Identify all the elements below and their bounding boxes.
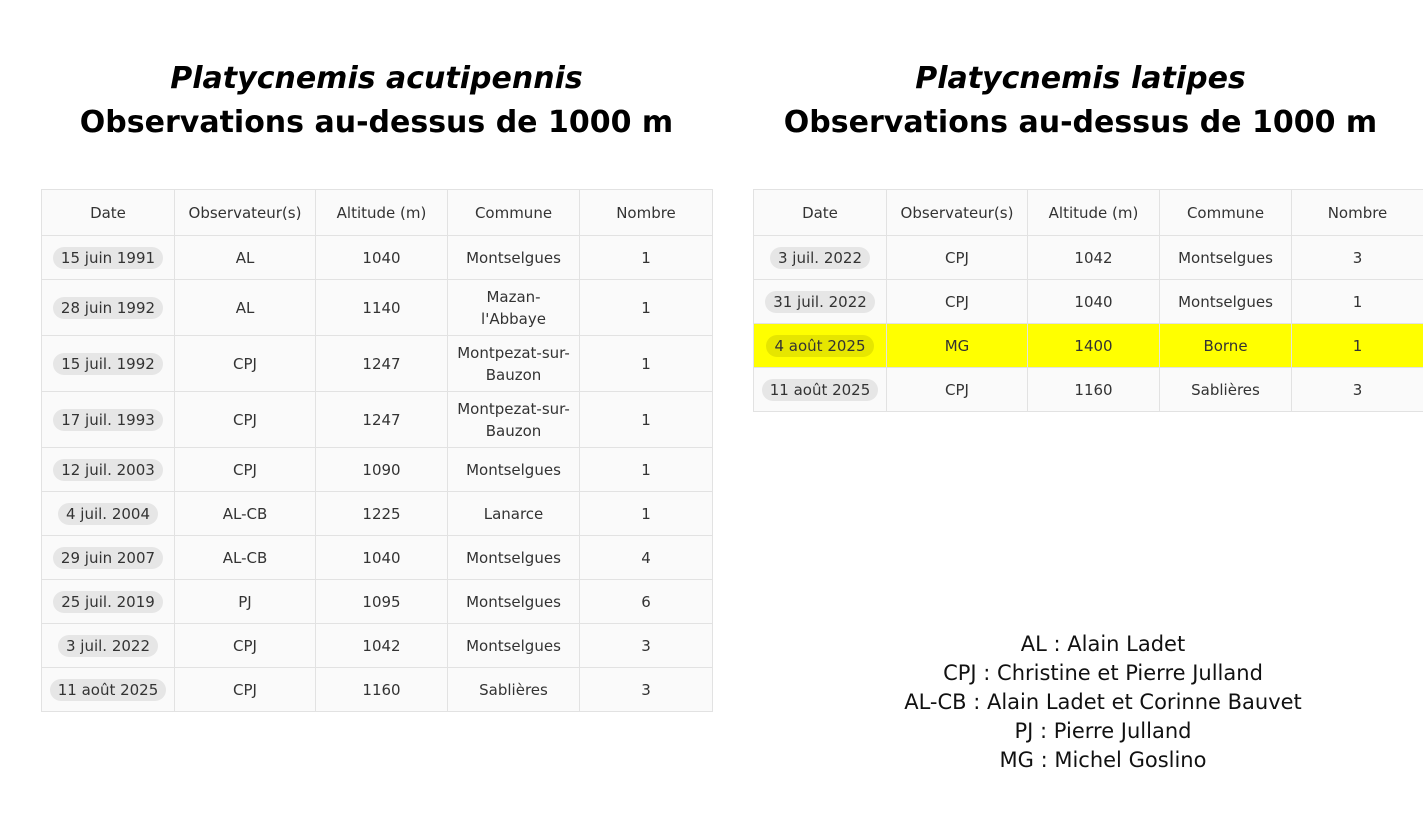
left-observations-table	[41, 189, 713, 712]
table-row	[42, 236, 713, 280]
altitude-cell: 1042	[1028, 236, 1160, 280]
date-badge: 25 juil. 2019	[53, 591, 163, 613]
right-panel-title	[753, 57, 1408, 145]
commune-cell: Montselgues	[1160, 236, 1292, 280]
commune-cell: Montselgues	[448, 448, 580, 492]
table-row	[754, 368, 1423, 412]
date-badge: 12 juil. 2003	[53, 459, 163, 481]
altitude-cell: 1400	[1028, 324, 1160, 368]
column-header-observer: Observateur(s)	[887, 190, 1028, 236]
observer-cell: MG	[887, 324, 1028, 368]
column-header-altitude: Altitude (m)	[316, 190, 448, 236]
observer-cell: AL	[175, 236, 316, 280]
table-row	[754, 280, 1423, 324]
observer-cell: AL-CB	[175, 492, 316, 536]
table-row	[42, 580, 713, 624]
date-cell	[42, 492, 175, 536]
date-cell	[754, 236, 887, 280]
commune-cell: Montselgues	[448, 236, 580, 280]
commune-cell: Montselgues	[1160, 280, 1292, 324]
count-cell: 3	[1292, 236, 1423, 280]
observer-cell: CPJ	[887, 280, 1028, 324]
count-cell: 1	[1292, 324, 1423, 368]
observer-cell: CPJ	[175, 448, 316, 492]
legend-item: PJ : Pierre Julland	[1014, 719, 1192, 743]
table-row	[42, 668, 713, 712]
date-cell	[754, 324, 887, 368]
table-row	[42, 536, 713, 580]
count-cell: 3	[1292, 368, 1423, 412]
date-badge: 3 juil. 2022	[770, 247, 870, 269]
date-cell	[754, 368, 887, 412]
table-row	[42, 280, 713, 336]
commune-cell: Sablières	[448, 668, 580, 712]
count-cell: 1	[580, 236, 713, 280]
table-header-row	[42, 190, 713, 236]
legend-item: CPJ : Christine et Pierre Julland	[943, 661, 1263, 685]
count-cell: 1	[580, 280, 713, 336]
date-cell	[42, 580, 175, 624]
date-cell	[42, 280, 175, 336]
count-cell: 3	[580, 668, 713, 712]
column-header-commune: Commune	[1160, 190, 1292, 236]
highlighted-table-row	[754, 324, 1423, 368]
column-header-count: Nombre	[580, 190, 713, 236]
date-cell	[42, 624, 175, 668]
date-badge: 28 juin 1992	[53, 297, 163, 319]
column-header-date: Date	[754, 190, 887, 236]
altitude-cell: 1160	[316, 668, 448, 712]
altitude-cell: 1225	[316, 492, 448, 536]
altitude-cell: 1040	[316, 236, 448, 280]
altitude-cell: 1042	[316, 624, 448, 668]
observer-cell: CPJ	[175, 668, 316, 712]
commune-cell: Sablières	[1160, 368, 1292, 412]
date-badge: 11 août 2025	[762, 379, 879, 401]
right-subtitle: Observations au-dessus de 1000 m	[783, 105, 1378, 140]
count-cell: 1	[580, 448, 713, 492]
altitude-cell: 1247	[316, 392, 448, 448]
commune-cell: Mazan-l'Abbaye	[448, 280, 580, 336]
commune-cell: Montselgues	[448, 624, 580, 668]
table-row	[42, 492, 713, 536]
right-observations-table	[753, 189, 1423, 412]
date-badge: 11 août 2025	[50, 679, 167, 701]
date-badge: 4 août 2025	[766, 335, 873, 357]
date-cell	[42, 536, 175, 580]
date-badge: 15 juin 1991	[53, 247, 163, 269]
commune-cell: Lanarce	[448, 492, 580, 536]
table-row	[754, 236, 1423, 280]
observer-cell: AL-CB	[175, 536, 316, 580]
altitude-cell: 1140	[316, 280, 448, 336]
altitude-cell: 1040	[316, 536, 448, 580]
legend-item: AL : Alain Ladet	[1020, 632, 1186, 656]
altitude-cell: 1090	[316, 448, 448, 492]
table-row	[42, 336, 713, 392]
left-panel-title	[41, 57, 712, 145]
column-header-observer: Observateur(s)	[175, 190, 316, 236]
left-species-name: Platycnemis acutipennis	[170, 61, 583, 96]
column-header-commune: Commune	[448, 190, 580, 236]
date-badge: 17 juil. 1993	[53, 409, 163, 431]
count-cell: 1	[580, 392, 713, 448]
altitude-cell: 1040	[1028, 280, 1160, 324]
observer-cell: CPJ	[175, 392, 316, 448]
count-cell: 6	[580, 580, 713, 624]
observer-cell: CPJ	[175, 624, 316, 668]
date-cell	[42, 448, 175, 492]
commune-cell: Montpezat-sur-Bauzon	[448, 336, 580, 392]
observer-cell: CPJ	[175, 336, 316, 392]
column-header-date: Date	[42, 190, 175, 236]
commune-cell: Borne	[1160, 324, 1292, 368]
left-subtitle: Observations au-dessus de 1000 m	[79, 105, 674, 140]
count-cell: 1	[580, 492, 713, 536]
date-badge: 31 juil. 2022	[765, 291, 875, 313]
table-row	[42, 448, 713, 492]
table-row	[42, 392, 713, 448]
date-badge: 29 juin 2007	[53, 547, 163, 569]
right-species-name: Platycnemis latipes	[915, 61, 1246, 96]
commune-cell: Montselgues	[448, 580, 580, 624]
column-header-altitude: Altitude (m)	[1028, 190, 1160, 236]
date-cell	[42, 236, 175, 280]
count-cell: 3	[580, 624, 713, 668]
date-cell	[754, 280, 887, 324]
table-row	[42, 624, 713, 668]
date-cell	[42, 336, 175, 392]
column-header-count: Nombre	[1292, 190, 1423, 236]
legend-item: AL-CB : Alain Ladet et Corinne Bauvet	[904, 690, 1302, 714]
commune-cell: Montpezat-sur-Bauzon	[448, 392, 580, 448]
observer-legend	[803, 630, 1403, 775]
commune-cell: Montselgues	[448, 536, 580, 580]
altitude-cell: 1247	[316, 336, 448, 392]
date-cell	[42, 392, 175, 448]
observer-cell: PJ	[175, 580, 316, 624]
date-badge: 15 juil. 1992	[53, 353, 163, 375]
date-cell	[42, 668, 175, 712]
altitude-cell: 1160	[1028, 368, 1160, 412]
date-badge: 4 juil. 2004	[58, 503, 158, 525]
table-header-row	[754, 190, 1423, 236]
count-cell: 1	[580, 336, 713, 392]
altitude-cell: 1095	[316, 580, 448, 624]
legend-item: MG : Michel Goslino	[999, 748, 1207, 772]
count-cell: 4	[580, 536, 713, 580]
date-badge: 3 juil. 2022	[58, 635, 158, 657]
observer-cell: CPJ	[887, 236, 1028, 280]
observer-cell: CPJ	[887, 368, 1028, 412]
observer-cell: AL	[175, 280, 316, 336]
count-cell: 1	[1292, 280, 1423, 324]
